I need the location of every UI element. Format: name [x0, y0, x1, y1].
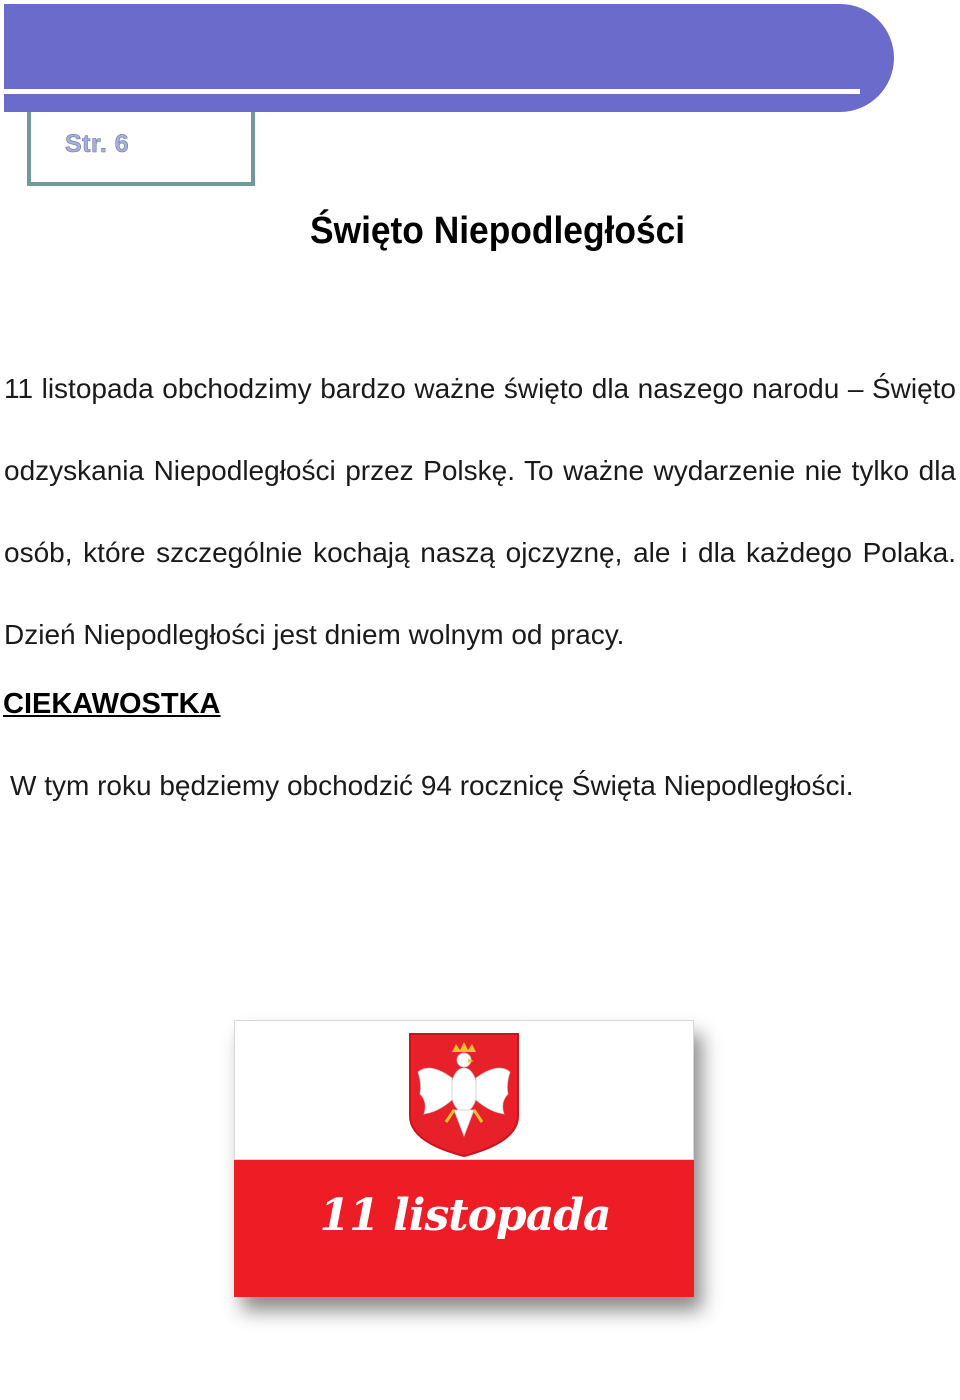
white-eagle-emblem-icon [408, 1032, 520, 1158]
article-paragraph: 11 listopada obchodzimy bardzo ważne święto dla naszego narodu – Święto odzyskania Niepodległości przez Polskę. To ważne wydarzenie nie tylko dla osób, które szczególnie kochają naszą ojczyznę, ale i dla każdego Polaka. Dzień Niepodległości jest dniem wolnym od pracy. [4, 373, 956, 650]
polish-flag-image [234, 1020, 694, 1297]
page-number-box [27, 112, 255, 186]
fact-text: W tym roku będziemy obchodzić 94 rocznicę Święta Niepodległości. [10, 770, 854, 801]
flag-caption: 11 listopada [319, 1190, 611, 1241]
article-title: Święto Niepodległości [310, 210, 686, 252]
page-number-label: Str. 6 [65, 130, 130, 158]
top-banner [4, 4, 894, 112]
banner-divider-line [4, 89, 860, 94]
fact-heading: CIEKAWOSTKA [3, 688, 221, 720]
